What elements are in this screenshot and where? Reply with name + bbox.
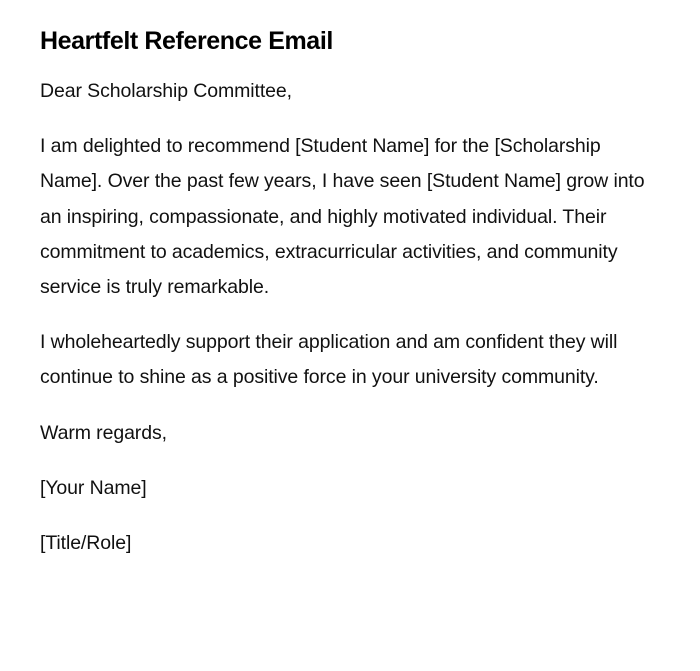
closing: Warm regards, — [40, 421, 167, 444]
body-paragraph-recommendation: I am delighted to recommend [Student Name] for the [Scholarship Name]. Over the past few years, I have seen [Student Name] grow into an inspiring, compassionate, and highly motivated individual. Their commitment to academics, extracurricular activities, and community service is truly remarkable. — [40, 135, 645, 299]
greeting: Dear Scholarship Committee, — [40, 80, 292, 102]
signature-name: [Your Name] — [40, 476, 147, 499]
document-title: Heartfelt Reference Email — [40, 27, 333, 55]
signature-title: [Title/Role] — [40, 532, 132, 555]
body-paragraph-support: I wholeheartedly support their application and am confident they will continue to shine as a positive force in your university community. — [40, 331, 618, 389]
